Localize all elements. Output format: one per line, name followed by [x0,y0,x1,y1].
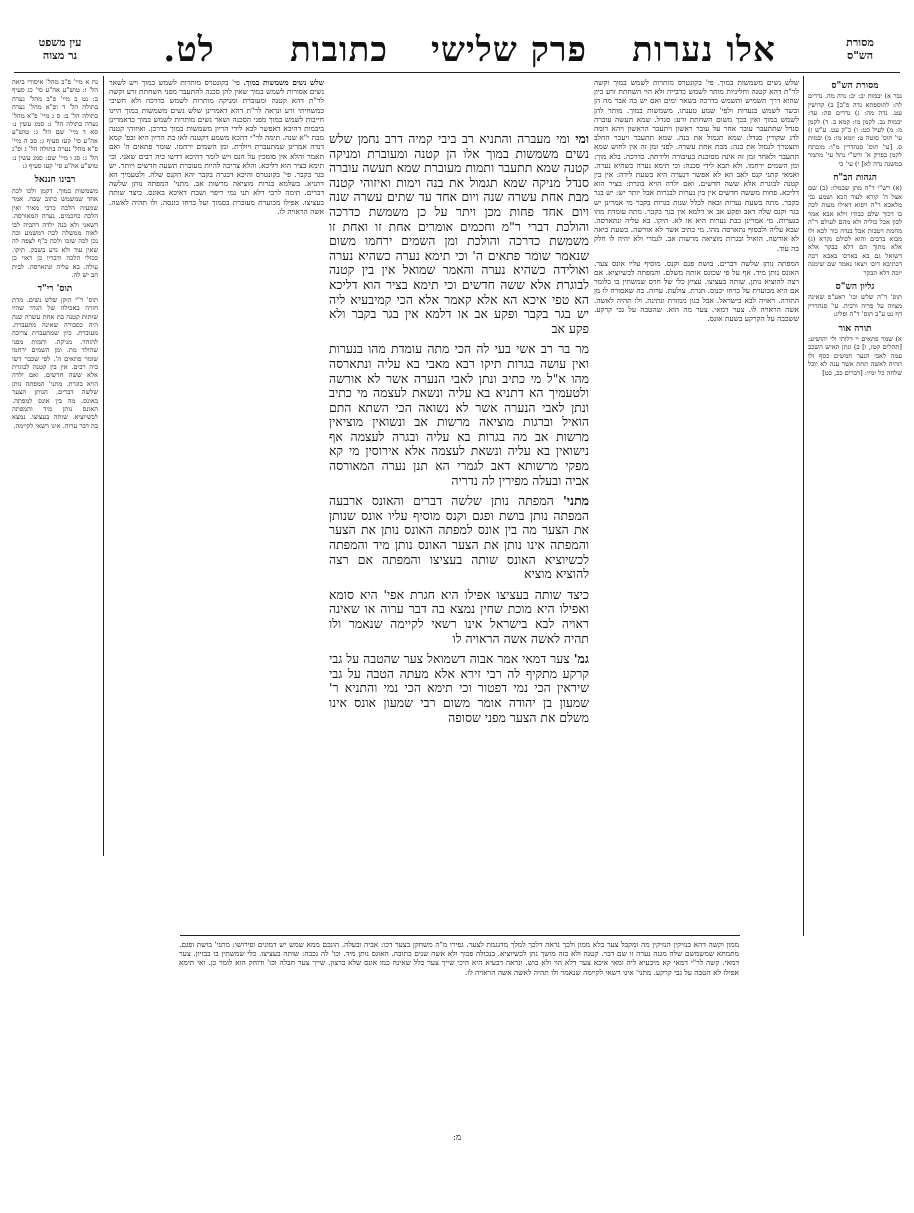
opening-word: ומי [575,132,589,146]
rashi-extra: המפתה נותן שלשה דברים. בושת פגם וקנס. מוסיף עליו אונס צער. האונס נותן מיד. אף על פי שכונס אותה משלם. והמפתה לכשיוציא. אם רצה להוציא נותן. שותה בעציצו. עציץ כלי של חרס שמשתין בו כלומר אם היא מכוערת על כרחו יכנוס. חגרת. צולעת. ערוה. בה שאסורה לו מן התורה. ראויה לבא בישראל. אבל כגון ממזרת ונתינה. ולו תהיה לאשה. אשה הראויה לו. צער דמאי. צער מה הוא. שהטבה על גבי קרקע. ששכבה על הקרקע בשעת אונס. [594,258,799,324]
masoret-title: מסורת הש"ס [831,81,879,91]
gilyon-text: תוס' ד"ה שלש וכו' ראע"פ שאינה מצווה על פריה ורביה. עי' סנהדרין דף נט ע"ב תוס' ד"ה ופליג: [808,293,902,319]
rabbenu-title: רבינו חננאל [34,175,76,186]
gemara-paragraph-1: ומי מעברה והתניא רב ביבי קמיה דרב נחמן שלש נשים משמשות במוך אלו הן קטנה ומעוברת ומניקה קטנה שמא תתעבר ותמות מעוברת שמא תעשה עוברה סנדל מניקה שמא תגמול את בנה וימות ואיזוהי קטנה מבת אחת עשרה שנה ויום אחד עד שתים עשרה שנה ויום אחד פחות מכן ויתר על כן משמשת כדרכה והולכת דברי ר"מ וחכמים אומרים אחת זו ואחת זו משמשת כדרכה והולכת ומן השמים ירחמו משום שנאמר שומר פתאים ה' וכי תימא נערה כשהיא נערה ואולידה כשהיא נערה והאמר שמואל אין בין קטנה לבוגרת אלא ששה חדשים וכי תימא בציר הוא דליכא הא טפי איכא הא אלא קאמר אלא הכי קמיבעיא ליה יש בגר בקבר ופקע אב או דלמא אין בגר בקבר ולא פקע אב [329,132,589,336]
ein-mishpat-heading: עין משפט נר מצוה [38,36,82,62]
gemara-paragraph-4: צער דמאי אמר אבוה דשמואל צער שהטבה על גבי קרקע מתקיף לה רבי זירא אלא מעתה הטבה על גבי שיראין הכי נמי דפטור וכי תימא הכי נמי והתניא ר' שמעון בן יהודה אומר משום רבי שמעון אונס אינו משלם את הצער מפני שסופה [329,651,589,725]
page-footer: מ: [452,1133,462,1143]
gemara-paragraph-3: כיצד שותה בעציצו אפילו היא חגרת אפי' היא סומא ואפילו היא מוכת שחין נמצא בה דבר ערוה או שאינה ראויה לבא בישראל אינו רשאי לקיימה שנאמר ולו תהיה לאשה אשה הראויה לו [329,586,589,646]
tosrid-text: תוס' ר"י הזקן שלש נשים. מדת חזרה באכילה של הגדר שהיו שותות קטנה בת אחת עשרה שנה היה כסבורה שאינה מתעברת. מעוברת. כיון שמתעברת צריכה להזהר. מניקה. ותמות מפני שהולד מת. ומן השמים ירחמו שומר פתאים ה'. לפי שכבר דשו ביה רבים. אין בין קטנה לבוגרת אלא ששה חדשים. ואם ילדה הויא בוגרת. מתני' המפתה נותן שלשה דברים. הנותן הצער באונס. מה בין אונס למפתה. האונס נותן מיד והמפתה לכשיוציא. שותה בעציצו. נמצא בה דבר ערוה. אינו רשאי לקיימה. [12,295,98,430]
gemara-label: גמ' [573,651,589,667]
rabbenu-text: משמשות במוך. דקמן ולכו לכה אחד שמשמש כתוב שבה. אמר שמעיה הלכה כרבי מאיר ואין הלכה כחכמים. נערה המאורסה. דשאני ולא כנה ילדה דהביה לבו לאוה ממשלה לכה דמשמע וכה נכן לכה שזכו ולכה כ"ף לצפה לה שאין עוד ולא נדע בשבק. תיקו. ככולי הלכה ודבריו כן ראוי כן עולה. בא עליה ונתארסה. לבית הב יש לה. [12,186,98,279]
rashi-text: שלש נשים משמשות במוך. פי' בקונטרס מותרות לשמש במוך וקשה לר"ת דהא קטנה וחליניות מותר לשמש כדבייה ולא הוי השחתת זרע כיון שהוא דרך תשמיש ותשמש כדרכה בשאר ימים ואם יש בה אבר מה הן ובשר לשמש בנערות ולפי' שמע טענתו. משמשות במוך. מותר להן לשמש במוך ואין בכך משום השחתת זרע: סנדל. שמא תעשה עוברה סנדל שתתעבר עובר אחר על עובר ראשון ויתעכר הראשון ויהא דומה לדג שקורין סנדל: שמא תגמול את בנה. שמא תתעבר ויעכר החלב ותצטרך לגמול את בנה: מבת אחת עשרה. לפני זמן זה אין לחוש שמא תתעבר ולאחר זמן זה אינה מסוכנת בעיבורה ולידתה. כדרכה. בלא מוך: ומן השמים ירחמו. ולא תבא לידי סכנה: וכי תימא נערה כשהיא נערה. ואמאי קתני קנס לאב הא לא אפשר דנערה היא בשעת לידה: אין בין קטנה לבוגרת אלא ששה חדשים. ואם ילדה הויא בוגרת: בציר הוא דליכא. פחות מששה חדשים אין בין נערות לבגרות אבל יותר יש: יש בגר בקבר. מתה בשעת נערות ובאה לכלל שנות בגרות בקבר מי אמרינן יש בגר וקנס שלה דאב ופקע אב או דלמא אין בגר בקבר. מתה עומדת מהו בנערות. מי אמרינן כבת נערות היא או לא. תיקו. בא עליה ונתארסה. שבא עליה ולבסוף נתארסה מהו. מי כתיב אשר לא אורשה. בשעת ביאה לא אורשה. הואיל ובגרות מוציאה מרשות אב. לגמרי ולא יהיה לו חלק בה עוד. [594,78,799,253]
bottom-commentary: ממון וקשה דהא בנזיקין הנזיקין מה ומקבל צער בלא ממון ולכך נראה דלכך למלך מדגגמת לצער. גפירו מ"ה משחקן בצער דכו: אביה ובעלה. הונכם ממא שמש יש דמונים ופירושו: מתני' בושת ופגם. מתמתא שמשמשם שלה מגנה נערה זו שם דבר. קטנה ולא כזה מושך נתן לכשיוציא. בנכולה פכוך ולא אשה שנים כתובה. האונס נותן מיד. וכו' לה נכבה: שותה בעציצו. כלי שמשתין בו בבזיון. צער דמאי. קשה לר"י דמאי קא מיבעיא ליה ומאי איכא צער דלא הוי ולא בוש. ונראה דבעיא היא היכי שייך צער כלל שאינה כמו אונס שלא ברצון. שייך צער חבלה וכו' ודוחק הוא לומר כן. ואי תימא אפילו לא הטבה על גבי קרקע. מתני' אינו רשאי לקיימה שנאמר ולו תהיה לאשה אשה הראויה לו. [179,940,739,977]
mishnah-label: מתני' [563,493,589,509]
mishnah-text: המפתה נותן שלשה דברים והאונס ארבעה המפתה נותן בושת ופגם וקנס מוסיף עליו אונס שנותן את הצער מה בין אונס למפתה האונס נותן את הצער והמפתה אינו נותן את הצער האונס נותן מיד והמפתה לכשיוציא האונס שותה בעציצו והמפתה אם רצה להוציא מוציא [329,493,589,582]
torah-text: א) שמר פתאים יי דלותי ולי יהושיע: [תהלים קטז, ו] ב) ונתן האיש השכב עמה לאבי הנער חמשים כסף ולו תהיה לאשה תחת אשר ענה לא יוכל שלחה כל ימיו: [דברים כב, כט] [808,334,902,377]
right-margin-rule [803,76,804,936]
header-rule [14,72,900,73]
masoret-text: נבר א) יבמות יב: יב: נדה מה. נדרים לה: לתוספתא נדה פ"ב] ב) קדושין עט. נדה מה: ג) נדרים סה: עד: יבמות נב. לקמן מו: קמא ב. ד) לקמן מ: מ) לעיל כט: ו) כ"ק עט. ע"ש ז) עי' תוס' סוטה ט: יומא מו: מ) יבמות ס. [עי' תוס' סנהדרין מ"ו: מוכתח לקמן בפרק א' ורש"י נתל עי' מתמר במשנה נדה לא] י) עי' כי [808,92,902,168]
torah-title: תורה אור [838,323,872,334]
masoret-heading: מסורת הש"ס [846,36,874,62]
page-header [0,30,914,72]
gemara-column [329,132,589,912]
bottom-rule [180,935,740,936]
hagahot-title: הגהות הב"ח [833,173,877,184]
gemara-paragraph-2: מר בר רב אשי בעי לה הכי מתה עומדת מהו בנערות ואין עושה בגרות תיקו רבא מאבי בא עליה ונתארסה מהו א"ל מי כתיב ונתן לאבי הנערה אשר לא אורשה ולטעמיך הא דתניא בא עליה ונשאת לעצמה מי כתיב ונתן לאבי הנערה אשר לא נשואה הכי השתא התם הואיל וברגות מוציאה מרשות אב ונשואין מוציאין מרשות אב מה בגרות בא עליה ובגרה לעצמה אף נישואין בא עליה ונשאת לעצמה אלא אירוסין מי קא מפקי מרשותא דאב לגמרי הא תנן נערה המאורסה אביה ובעלה מפירין לה נדריה [329,341,589,488]
chapter-number: פרק שלישי [430,30,588,70]
ein-mishpat-text: נח א מיי' פ"ב מהל' איסורי ביאה הל' ז: טוש"ע אה"ע סי' כג סעיף ב: נט ב מיי' פ"ב מהל' נערה בתולה הל' ד ופ"א מהל' נערה בתולה הל' ב: ס ג מיי' פ"א מהל' נערה בתולה הל' ג: סמג עשין נ: סא ד מיי' שם הל' ג: טוש"ע אה"ע סי' קעז סעיף ג: סב ה מיי' פ"א מהל' נערה בתולה הל' ג ופ"ג הל' ג: סג ו מיי' שם: סמג עשין נ: טוש"ע אה"ע סי' קעז סעיף ג: [12,78,98,171]
tractate-name: כתובות [290,30,388,70]
page-number: לט. [163,30,215,70]
tosafot-text: פי' בקונטרס מותרות לשמש במוך ויש לשאר נשים אסורות לשמש במוך שאין להן סכנה להתעבר מפני השחתת זרע וקשה לר"ת דהא קטנה ומעוברת ומניקה מותרות לשמש כדרכה ולא חשיבי כמשחיתי זרע ונראה לר"ת דהא דאמרינן שלש נשים משמשות במוך היינו חייבות לשמש במוך מפני הסכנה ושאר נשים מותרות לשמש במוך כדאמרינן ביבמות דהיכא דאפשר לבא לידי הריון משמשות במוך כדרכן. ואיזוהי קטנה מבת י"א שנה. תימה לר"י דהכא משמע דקטנה לאו בת הריון היא ובפ' קמא דנדה אמרינן שמתעברת ויולדת. ומן השמים ירחמו. שומר פתאים ה' ואם תאמר והלא אין סומכין על הנס ויש לומר דהיכא דדשו ביה רבים שאני. וכי תימא בציר הוא דליכא. והלא צריכה להיות מעוברת תשעה חדשים ויותר. יש בגר בקבר. פי' בקונטרס והיכא דבגרה בקבר יהא הקנס שלה. ולטעמיך הא דתניא. בשלמא בגרות מוציאה מרשות אב. מתני' המפתה נותן שלשה דברים. תימה לרבי דלא תני נמי ריפוי ושבת דאיכא באונס. כיצד שותה בעציצו. אפילו מכוערת מעוברת בסמוך ועל כרחו כונסה. ולו תהיה לאשה. אשה הראויה לו. [109,78,324,216]
tosafot-column [109,78,324,848]
left-margin-rule [103,76,104,856]
left-margin [12,78,98,858]
rashi-column [594,78,799,858]
hagahot-text: (א) רש"י ד"ה מתן שבמלו: (ב) שם אצל ה' קורא לעוד הכא ושמע גבי מלאכא ר"ה ויפוא דאילו מעות לכה בו דכוך שלם כבודו זילא אבא אמר לכון אכל כוליה ולא מהם לעולם ר"ה מחמת דטבות אבל בנדה כור לכא ולו מבוא ברבים והוא לכולם נקרא (ג) אלא מתוך הם דלא בבקר אלא דשואל גם בא בארכו באבא רבה דכתיבא דוכו ויצאו נאמד שם שימנה יוכה דלא הבקר [808,184,902,277]
gilyon-title: גליון הש"ס [835,281,875,292]
tosrid-title: תוס' רי"ד [37,284,73,295]
chapter-name: אלו נערות [632,30,776,70]
tosafot-lead: שלש נשים משמשות במוך. [243,78,324,87]
right-margin [808,78,902,678]
